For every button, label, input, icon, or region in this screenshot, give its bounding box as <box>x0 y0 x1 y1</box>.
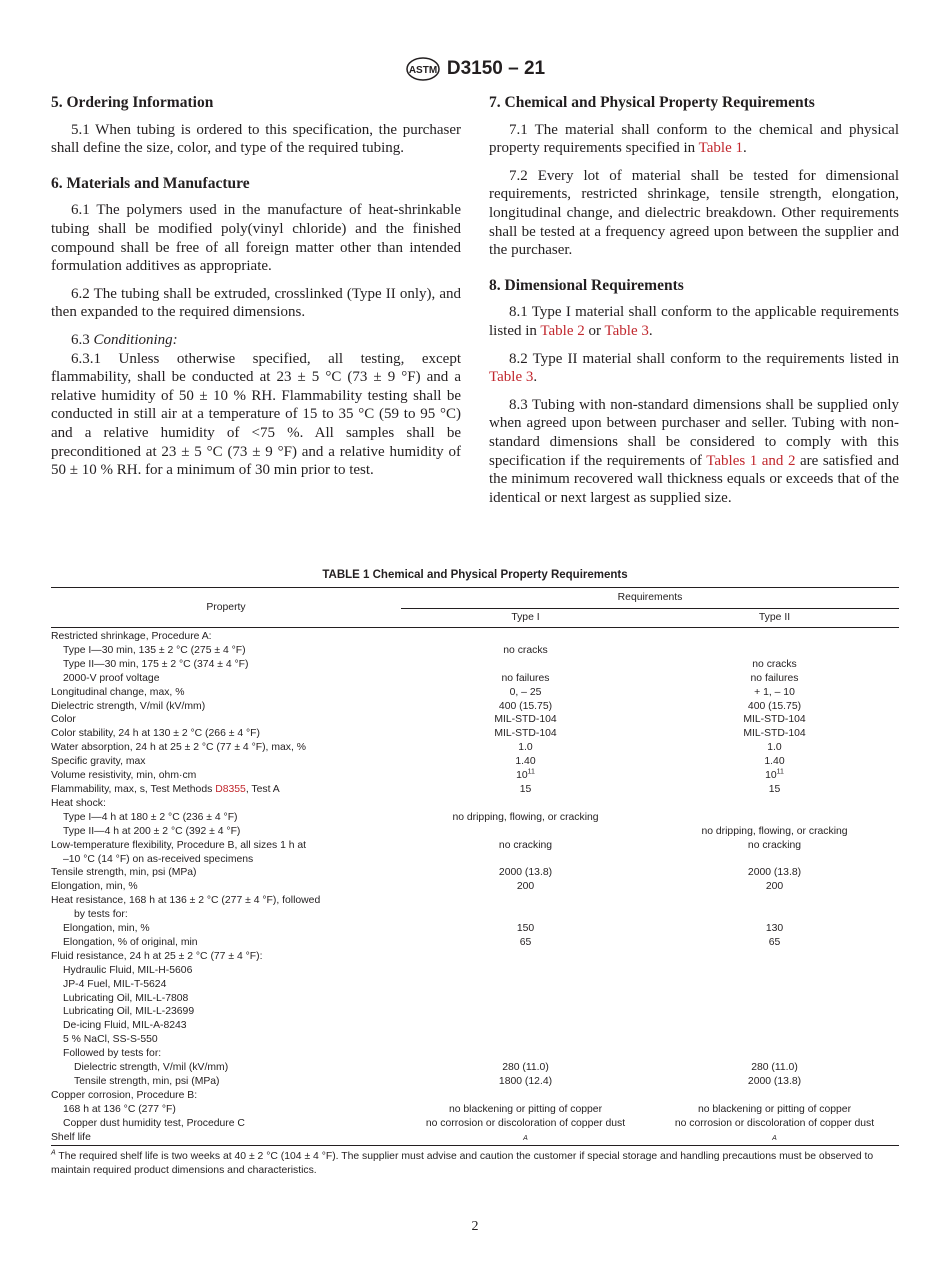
type-1-value <box>401 1005 650 1019</box>
left-column <box>51 94 461 497</box>
table-row <box>51 1033 899 1047</box>
table-row <box>51 978 899 992</box>
type-1-value: MIL-STD-104 <box>494 728 557 740</box>
property-cell: Dielectric strength, V/mil (kV/mm) <box>74 1062 229 1074</box>
type-2-value: 200 <box>765 881 784 893</box>
type-2-value <box>650 992 899 1006</box>
type-1-value: 400 (15.75) <box>498 700 553 712</box>
type-1-value <box>401 658 650 672</box>
property-cell: Elongation, % of original, min <box>63 936 198 948</box>
type-2-value: 1.0 <box>767 742 782 754</box>
property-cell: Hydraulic Fluid, MIL-H-5606 <box>63 964 193 976</box>
section-7 <box>489 94 899 260</box>
table-row <box>51 894 899 908</box>
table-row <box>51 1117 899 1131</box>
type-1-value <box>401 825 650 839</box>
paragraph: 8.1 Type I material shall conform to the applicable requirements listed in Table 2 or Table 3. <box>489 304 899 339</box>
type-1-value: 280 (11.0) <box>502 1062 549 1074</box>
table-row <box>51 783 899 797</box>
type-2-value <box>650 1005 899 1019</box>
property-cell: Tensile strength, min, psi (MPa) <box>74 1076 220 1087</box>
property-cell: De-icing Fluid, MIL-A-8243 <box>63 1020 187 1032</box>
table-row <box>51 950 899 964</box>
paragraph: 6.2 The tubing shall be extruded, crosslinked (Type II only), and then expanded to the required dimensions. <box>51 285 461 321</box>
paragraph: 5.1 When tubing is ordered to this specification, the purchaser shall define the size, color, and type of the required tubing. <box>51 121 461 157</box>
property-cell: Lubricating Oil, MIL-L-7808 <box>63 992 189 1004</box>
table-row <box>51 658 899 672</box>
type-1-value <box>401 908 650 922</box>
table-row <box>51 1005 899 1019</box>
type-2-value: + 1, – 10 <box>754 686 795 698</box>
table-row <box>51 755 899 769</box>
column-header-type-1: Type I <box>401 609 650 628</box>
type-1-value: no failures <box>501 672 550 684</box>
type-2-value: no dripping, flowing, or cracking <box>701 825 848 837</box>
type-1-value <box>401 992 650 1006</box>
footnote-ref: A <box>772 1134 777 1142</box>
type-2-value: 2000 (13.8) <box>747 1076 802 1087</box>
type-2-value <box>650 644 899 658</box>
type-1-value: no cracks <box>503 644 548 656</box>
property-cell: Specific gravity, max <box>51 756 146 768</box>
type-2-value <box>650 894 899 908</box>
property-cell: Shelf life <box>51 1131 401 1145</box>
property-cell: Type II—30 min, 175 ± 2 °C (374 ± 4 °F) <box>63 658 249 670</box>
table-row <box>51 853 899 867</box>
type-2-value <box>650 1019 899 1033</box>
footnote-ref: A <box>523 1134 528 1142</box>
table-row <box>51 908 899 922</box>
type-2-value: no cracks <box>752 658 797 670</box>
section-5 <box>51 94 461 158</box>
type-2-value: no corrosion or discoloration of copper dust <box>674 1117 875 1129</box>
type-2-value: MIL-STD-104 <box>743 714 806 726</box>
paragraph: 8.3 Tubing with non-standard dimensions shall be supplied only when agreed upon between purchaser and seller. Tubing with non-standard dimensions shall be considered to comply with this specification if the requirements of Tables 1 and 2 are satisfied and the minimum recovered wall thickness equals or exceeds that of the identical or next largest as supplied size. <box>489 396 899 506</box>
type-2-value: 130 <box>765 923 784 935</box>
property-cell: 5 % NaCl, SS-S-550 <box>63 1034 158 1046</box>
table-3-link[interactable]: Table 3 <box>489 369 534 386</box>
type-1-value <box>401 978 650 992</box>
designation: D3150 – 21 <box>446 58 546 80</box>
paragraph: 6.3.1 Unless otherwise specified, all testing, except flammability, shall be conducted at 23 ± 5 °C (73 ± 9 °F) and a relative humidity of 50 ± 10 % RH. Flammability testing shall be conducted in still air at a temperature of 15 to 35 °C (59 to 95 °C) and a relative humidity of <75 %. All samples shall be preconditioned at 23 ± 5 °C (73 ± 9 °F) and a relative humidity of 50 ± 10 % RH. for a minimum of 30 min prior to test. <box>51 350 461 479</box>
table-row <box>51 644 899 658</box>
table-row <box>51 713 899 727</box>
property-cell: Elongation, min, % <box>63 923 150 935</box>
column-header-type-2: Type II <box>650 609 899 628</box>
property-cell: JP-4 Fuel, MIL-T-5624 <box>63 978 167 990</box>
type-1-value <box>401 1019 650 1033</box>
property-cell: 2000-V proof voltage <box>63 672 160 684</box>
type-1-value: 1800 (12.4) <box>498 1076 553 1087</box>
type-1-value: no corrosion or discoloration of copper dust <box>425 1117 626 1129</box>
section-heading: 8. Dimensional Requirements <box>489 276 684 294</box>
section-6 <box>51 175 461 480</box>
type-1-value <box>401 964 650 978</box>
type-2-value: 65 <box>768 936 781 948</box>
type-2-value: no failures <box>750 672 799 684</box>
type-1-value <box>401 797 650 811</box>
type-1-value: 15 <box>519 783 532 795</box>
table-row <box>51 811 899 825</box>
page-header <box>0 56 950 82</box>
tables-1-2-link[interactable]: Tables 1 and 2 <box>706 452 796 469</box>
property-cell: by tests for: <box>74 909 128 921</box>
property-cell: Restricted shrinkage, Procedure A: <box>51 631 212 642</box>
table-row <box>51 922 899 936</box>
property-cell: Fluid resistance, 24 h at 25 ± 2 °C (77 ± 4 °F): <box>51 950 263 962</box>
table-row <box>51 700 899 714</box>
type-2-value <box>650 964 899 978</box>
table-row <box>51 866 899 880</box>
table-row <box>51 769 899 783</box>
table-row <box>51 964 899 978</box>
type-1-value: 1.40 <box>515 756 536 768</box>
type-1-value: 200 <box>516 881 535 893</box>
property-cell: Color stability, 24 h at 130 ± 2 °C (266 ± 4 °F) <box>51 728 260 740</box>
property-cell: Heat resistance, 168 h at 136 ± 2 °C (277 ± 4 °F), followed <box>51 895 321 907</box>
property-cell: Volume resistivity, min, ohm·cm <box>51 770 197 782</box>
property-cell: Flammability, max, s, Test Methods D8355, Test A <box>51 783 280 795</box>
type-2-value: no cracking <box>747 839 802 851</box>
property-cell: Dielectric strength, V/mil (kV/mm) <box>51 700 206 712</box>
type-2-value <box>650 797 899 811</box>
property-cell: Water absorption, 24 h at 25 ± 2 °C (77 ± 4 °F), max, % <box>51 742 306 754</box>
type-2-value <box>650 853 899 867</box>
property-cell: Type I—30 min, 135 ± 2 °C (275 ± 4 °F) <box>63 644 246 656</box>
table-footnote: $^A$ The required shelf life is two weeks at 40 ± 2 °C (104 ± 4 °F). The supplier must advise and caution the customer if special storage and handling precautions must be observed to maintain required product dimensions and characteristics. <box>51 1149 874 1176</box>
type-2-value: 15 <box>768 783 781 795</box>
paragraph: 7.2 Every lot of material shall be tested for dimensional requirements, restricted shrinkage, tensile strength, elongation, longitudinal change, and dielectric breakdown. Other requirements shall be tested at a frequency agreed upon between the supplier and the purchaser. <box>489 167 899 259</box>
type-1-value <box>401 628 650 644</box>
type-2-value <box>650 1089 899 1103</box>
paragraph: 6.1 The polymers used in the manufacture of heat-shrinkable tubing shall be modified poly(vinyl chloride) and the finished compound shall be free of all foreign matter other than intended formulation additives as appropriate. <box>51 202 461 275</box>
svg-text:ASTM: ASTM <box>408 65 438 76</box>
property-cell: Copper dust humidity test, Procedure C <box>63 1117 245 1129</box>
property-cell: Color <box>51 714 76 726</box>
type-1-value <box>401 1033 650 1047</box>
property-cell: Copper corrosion, Procedure B: <box>51 1089 198 1101</box>
property-cell: 168 h at 136 °C (277 °F) <box>63 1103 176 1115</box>
type-1-value <box>401 950 650 964</box>
type-1-value <box>401 1047 650 1061</box>
type-2-value <box>650 1033 899 1047</box>
type-2-value <box>650 811 899 825</box>
table-row <box>51 727 899 741</box>
table-row <box>51 1047 899 1061</box>
astm-logo-icon <box>405 56 441 82</box>
type-1-value: MIL-STD-104 <box>494 714 557 726</box>
type-1-value <box>401 1131 650 1145</box>
right-column <box>489 94 899 524</box>
page-number: 2 <box>471 1219 479 1234</box>
type-2-value: $10^{11}$ <box>765 768 784 782</box>
type-2-value: no blackening or pitting of copper <box>697 1103 852 1115</box>
property-cell: Elongation, min, % <box>51 881 138 893</box>
property-cell: Followed by tests for: <box>63 1048 162 1060</box>
type-2-value: 1.40 <box>764 756 785 768</box>
column-header-property: Property <box>51 588 401 628</box>
property-cell: Heat shock: <box>51 797 106 809</box>
table-row <box>51 1061 899 1075</box>
type-1-value: no blackening or pitting of copper <box>448 1103 603 1115</box>
property-cell: Type II—4 h at 200 ± 2 °C (392 ± 4 °F) <box>63 825 241 837</box>
type-2-value <box>650 978 899 992</box>
type-2-value <box>650 908 899 922</box>
table-row <box>51 628 899 644</box>
type-2-value: MIL-STD-104 <box>743 728 806 740</box>
table-row <box>51 825 899 839</box>
table-2-link[interactable]: Table 2 <box>540 322 585 339</box>
type-2-value: 2000 (13.8) <box>747 867 802 879</box>
paragraph: 6.3 Conditioning: <box>71 331 178 348</box>
property-cell: Type I—4 h at 180 ± 2 °C (236 ± 4 °F) <box>63 811 238 823</box>
table-row <box>51 686 899 700</box>
column-header-requirements: Requirements <box>401 588 899 609</box>
table-3-link[interactable]: Table 3 <box>604 322 649 339</box>
type-2-value: 280 (11.0) <box>751 1062 798 1074</box>
type-1-value: no cracking <box>498 839 553 851</box>
table-row <box>51 797 899 811</box>
section-heading: 6. Materials and Manufacture <box>51 174 250 192</box>
paragraph: 8.2 Type II material shall conform to the requirements listed in Table 3. <box>489 350 899 386</box>
table-row <box>51 880 899 894</box>
table-row <box>51 839 899 853</box>
property-cell: Tensile strength, min, psi (MPa) <box>51 867 197 879</box>
type-1-value: 65 <box>519 936 532 948</box>
table-row <box>51 741 899 755</box>
type-2-value: 400 (15.75) <box>747 700 802 712</box>
table-row <box>51 1019 899 1033</box>
table-row <box>51 672 899 686</box>
property-cell: Low-temperature flexibility, Procedure B, all sizes 1 h at <box>51 839 307 851</box>
section-heading: 7. Chemical and Physical Property Requirements <box>489 94 815 111</box>
property-cell: Longitudinal change, max, % <box>51 686 185 698</box>
table-row <box>51 992 899 1006</box>
type-1-value: $10^{11}$ <box>516 768 535 782</box>
table-row <box>51 936 899 950</box>
type-1-value: 1.0 <box>518 742 533 754</box>
type-1-value <box>401 894 650 908</box>
table-1-link[interactable]: Table 1 <box>698 140 744 157</box>
type-2-value <box>650 1131 899 1145</box>
d8355-link[interactable]: D8355 <box>215 783 246 795</box>
type-1-value: 0, – 25 <box>509 686 542 698</box>
type-2-value <box>650 950 899 964</box>
paragraph: 7.1 The material shall conform to the chemical and physical property requirements specified in Table 1. <box>489 121 899 157</box>
type-1-value <box>401 1089 650 1103</box>
table-row <box>51 1075 899 1089</box>
table-row <box>51 1089 899 1103</box>
type-1-value: no dripping, flowing, or cracking <box>452 811 599 823</box>
table-row <box>51 1103 899 1117</box>
type-2-value <box>650 1047 899 1061</box>
property-requirements-table <box>51 587 899 1146</box>
type-2-value <box>650 628 899 644</box>
section-heading: 5. Ordering Information <box>51 94 214 111</box>
property-cell: –10 °C (14 °F) on as-received specimens <box>63 853 254 865</box>
table-title: TABLE 1 Chemical and Physical Property Requirements <box>322 569 628 581</box>
section-8 <box>489 277 899 508</box>
type-1-value: 2000 (13.8) <box>498 867 553 879</box>
property-cell: Lubricating Oil, MIL-L-23699 <box>63 1006 195 1018</box>
table-row <box>51 1131 899 1145</box>
type-1-value: 150 <box>516 923 535 935</box>
type-1-value <box>401 853 650 867</box>
